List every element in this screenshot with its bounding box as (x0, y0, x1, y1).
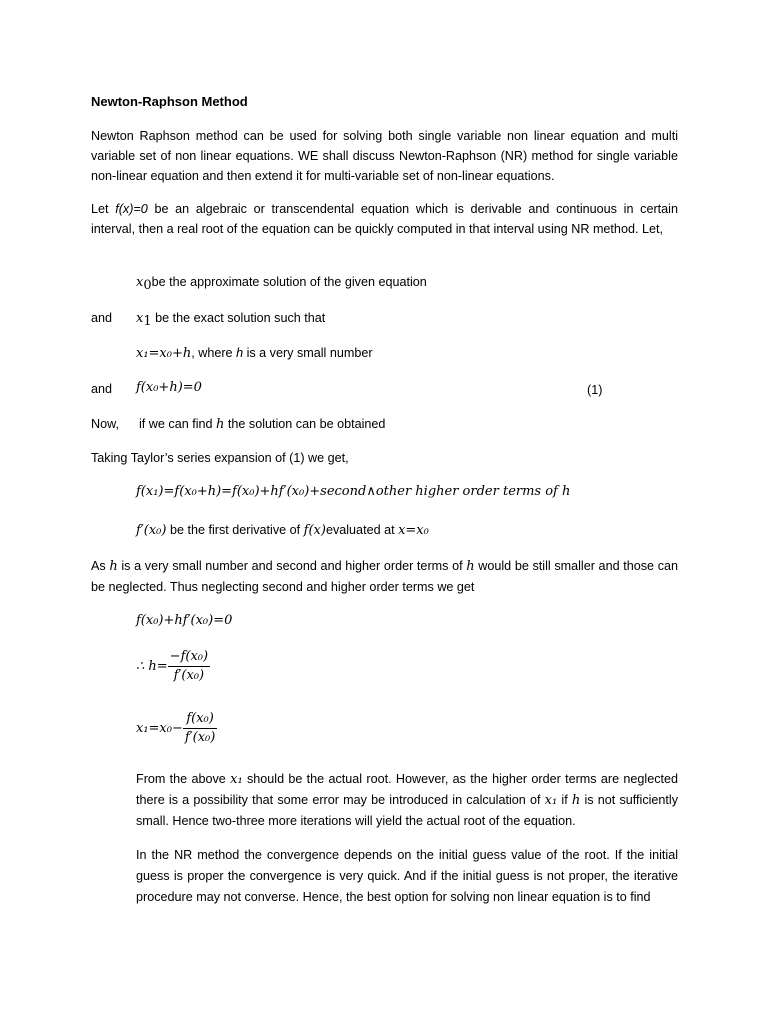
fraction (183, 710, 217, 747)
fraction (168, 648, 210, 685)
item-text: is a very small number (243, 346, 373, 360)
neglect-paragraph (91, 556, 678, 597)
var-x: x (136, 311, 144, 326)
now-text-a: if we can find (139, 417, 217, 431)
from-above-b: should be the actual root. However, as the higher order terms are neglected there is a possibility that some error may be introduced in calculation of (136, 772, 679, 807)
function-expression: f(x)=0 (115, 202, 148, 216)
var-x1: x₁ (544, 793, 558, 808)
now-text (139, 414, 385, 435)
derivative-line (136, 520, 429, 541)
fx-expr: f(x) (303, 523, 326, 538)
var-sub: 1 (143, 314, 152, 329)
let-prefix: Let (91, 202, 116, 216)
item-exact-solution (136, 308, 325, 329)
from-above-paragraph (136, 769, 678, 832)
from-above-d: is not sufficiently small. Hence two-three more iterations will yield the actual root of the equation. (136, 793, 679, 828)
fraction-denominator: f′(x₀) (184, 730, 216, 745)
var-h: h (109, 559, 118, 574)
neglect-c: would be still smaller and those can be neglected. Thus neglecting second and higher order terms we get (91, 559, 678, 594)
equation-x1-update (136, 710, 217, 747)
derivative-expr: f′(x₀) (136, 523, 167, 538)
fraction-numerator: f(x₀) (183, 710, 217, 729)
intro-paragraph: Newton Raphson method can be used for solving both single variable non linear equation and multi variable set of non linear equations. WE shall discuss Newton-Raphson (NR) method for single variable non-linear equation and then extend it for multi-variable set of non-linear equations. (91, 129, 678, 183)
var-h: h (466, 559, 475, 574)
equation-1 (136, 377, 202, 398)
var-h: h (236, 346, 244, 360)
now-text-b: the solution can be obtained (224, 417, 386, 431)
convergence-paragraph: In the NR method the convergence depends on the initial guess value of the root. If the initial guess is proper the convergence is very quick. And if the initial guess is not proper, the iterative procedure may not converse. Hence, the best option for solving non linear equation is to find (136, 848, 678, 904)
page-title: Newton-Raphson Method (91, 94, 248, 109)
neglect-b: is a very small number and second and higher order terms of (117, 559, 467, 573)
derivative-text-b: evaluated at (325, 523, 399, 537)
item-approx-solution (136, 272, 427, 293)
now-label: Now, (91, 417, 119, 431)
fraction-numerator: −f(x₀) (168, 648, 210, 667)
from-above-c: if (557, 793, 572, 807)
item-definition-h (136, 343, 373, 364)
var-x1: x₁ (230, 772, 243, 787)
equation-f: f(x₀+h)=0 (136, 380, 202, 395)
evaluation-point: x=x₀ (398, 523, 429, 538)
item-text: , where (191, 346, 237, 360)
equation-h (136, 648, 210, 685)
taylor-equation: f(x₁)=f(x₀+h)=f(x₀)+hf′(x₀)+second∧other higher order terms of h (136, 484, 571, 499)
derivative-text-a: be the first derivative of (166, 523, 304, 537)
taylor-text: Taylor’s series expansion of (1) we get, (130, 451, 349, 465)
neglect-a: As (91, 559, 110, 573)
fraction-denominator: f′(x₀) (173, 668, 205, 683)
var-x: x (136, 275, 144, 290)
equation-linearized: f(x₀)+hf′(x₀)=0 (136, 613, 233, 628)
taylor-line (91, 448, 349, 468)
and-label-1: and (91, 311, 113, 325)
var-sub: 0 (143, 278, 152, 293)
let-paragraph (91, 199, 678, 239)
taylor-prefix: Taking (91, 451, 131, 465)
equation-number: (1) (587, 383, 603, 397)
item-text: be the approximate solution of the given equation (151, 275, 427, 289)
from-above-a: From the above (136, 772, 231, 786)
let-rest: be an algebraic or transcendental equation which is derivable and continuous in certain interval, then a real root of the equation can be quickly computed in that interval using NR method. Let, (91, 202, 678, 236)
item-text: be the exact solution such that (151, 311, 326, 325)
and-label-2: and (91, 382, 113, 396)
eq-lhs: ∴ h= (136, 659, 168, 674)
var-h: h (216, 417, 225, 432)
var-h: h (571, 793, 581, 808)
eq-lhs: x₁=x₀− (136, 721, 183, 736)
equation-x1: x₁=x₀+h (136, 346, 192, 361)
